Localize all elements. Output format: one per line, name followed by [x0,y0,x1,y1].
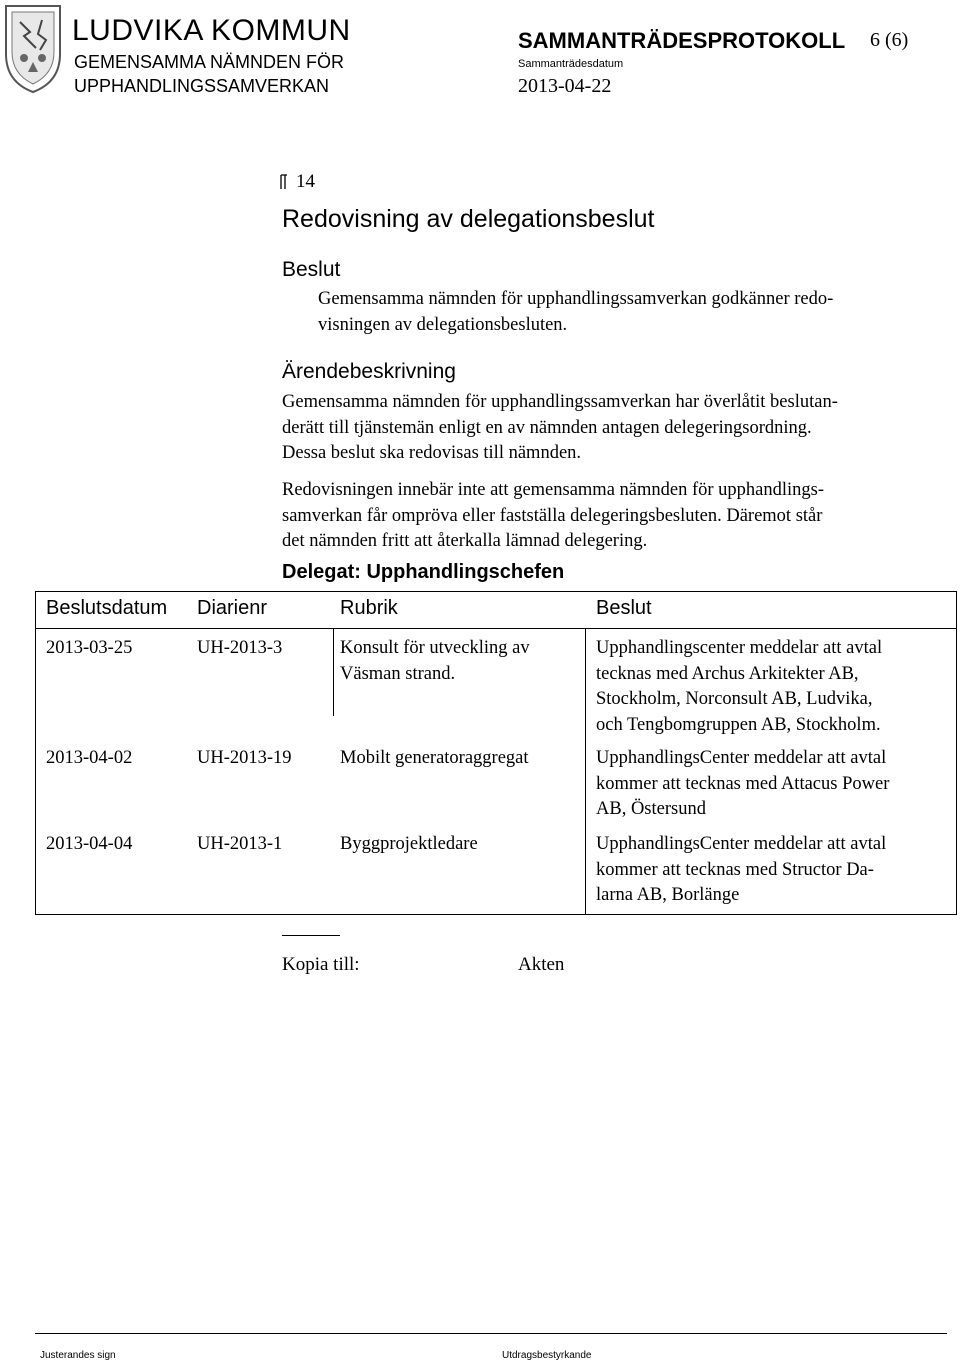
municipal-crest-icon [2,2,64,94]
table-row-2-rubrik: Mobilt generatoraggregat [340,748,529,768]
meeting-date: 2013-04-22 [518,75,612,97]
table-row-1-rubrik: Konsult för utveckling av Väsman strand. [340,638,530,684]
arende-heading: Ärendebeskrivning [282,360,456,383]
org-subtitle-line1: GEMENSAMMA NÄMNDEN FÖR [74,52,345,72]
footer-justerandes-sign: Justerandes sign [40,1350,116,1361]
kopia-rule [282,935,340,936]
section-title: Redovisning av delegationsbeslut [282,205,655,233]
table-row-3-rubrik: Byggprojektledare [340,834,478,854]
table-row-3-date: 2013-04-04 [46,834,133,854]
table-row-1-beslut: Upphandlingscenter meddelar att avtal tecknas med Archus Arkitekter AB, Stockholm, Norconsult AB, Ludvika, och Tengbomgruppen AB, Stockholm. [596,638,883,735]
section-mark-icon [278,173,290,191]
org-subtitle-line2: UPPHANDLINGSSAMVERKAN [74,76,330,96]
col-header-rubrik: Rubrik [340,597,398,619]
beslut-heading: Beslut [282,258,341,281]
table-row-2-diarienr: UH-2013-19 [197,748,292,768]
page-number: 6 (6) [870,29,909,51]
table-row-2-date: 2013-04-02 [46,748,133,768]
kopia-value: Akten [518,954,565,975]
redovisning-text: Redovisningen innebär inte att gemensamma nämnden för upphandlings- samverkan får ompröva eller fastställa delegeringsbesluten. Däremot står det nämnden fritt att återkalla lämnad delegering. [282,480,825,551]
footer-utdragsbestyrkande: Utdragsbestyrkande [502,1350,592,1361]
arende-text: Gemensamma nämnden för upphandlingssamverkan har överlåtit beslutan- derätt till tjänstemän enligt en av nämnden antagen delegeringsordning. Dessa beslut ska redovisas till nämnden. [282,392,838,463]
table-row-1-diarienr: UH-2013-3 [197,638,283,658]
column-divider [585,628,586,914]
beslut-text: Gemensamma nämnden för upphandlingssamverkan godkänner redo- visningen av delegationsbesluten. [318,289,834,335]
table-row-3-diarienr: UH-2013-1 [197,834,283,854]
section-number: 14 [296,171,315,192]
delegat-line: Delegat: Upphandlingschefen [282,561,565,583]
delegation-table [35,591,957,915]
col-header-beslutsdatum: Beslutsdatum [46,597,168,619]
table-header-divider [36,628,956,629]
document-type: SAMMANTRÄDESPROTOKOLL [518,28,846,53]
table-row-2-beslut: UpphandlingsCenter meddelar att avtal kommer att tecknas med Attacus Power AB, Östersund [596,748,890,819]
table-row-3-beslut: UpphandlingsCenter meddelar att avtal kommer att tecknas med Structor Da- larna AB, Borlänge [596,834,887,905]
col-header-beslut: Beslut [596,597,652,619]
col-header-diarienr: Diarienr [197,597,268,619]
column-divider [333,628,334,716]
meeting-date-label: Sammanträdesdatum [518,58,624,70]
table-row-1-date: 2013-03-25 [46,638,133,658]
footer-rule [35,1333,947,1334]
org-name: LUDVIKA KOMMUN [72,14,351,47]
kopia-label: Kopia till: [282,954,360,975]
